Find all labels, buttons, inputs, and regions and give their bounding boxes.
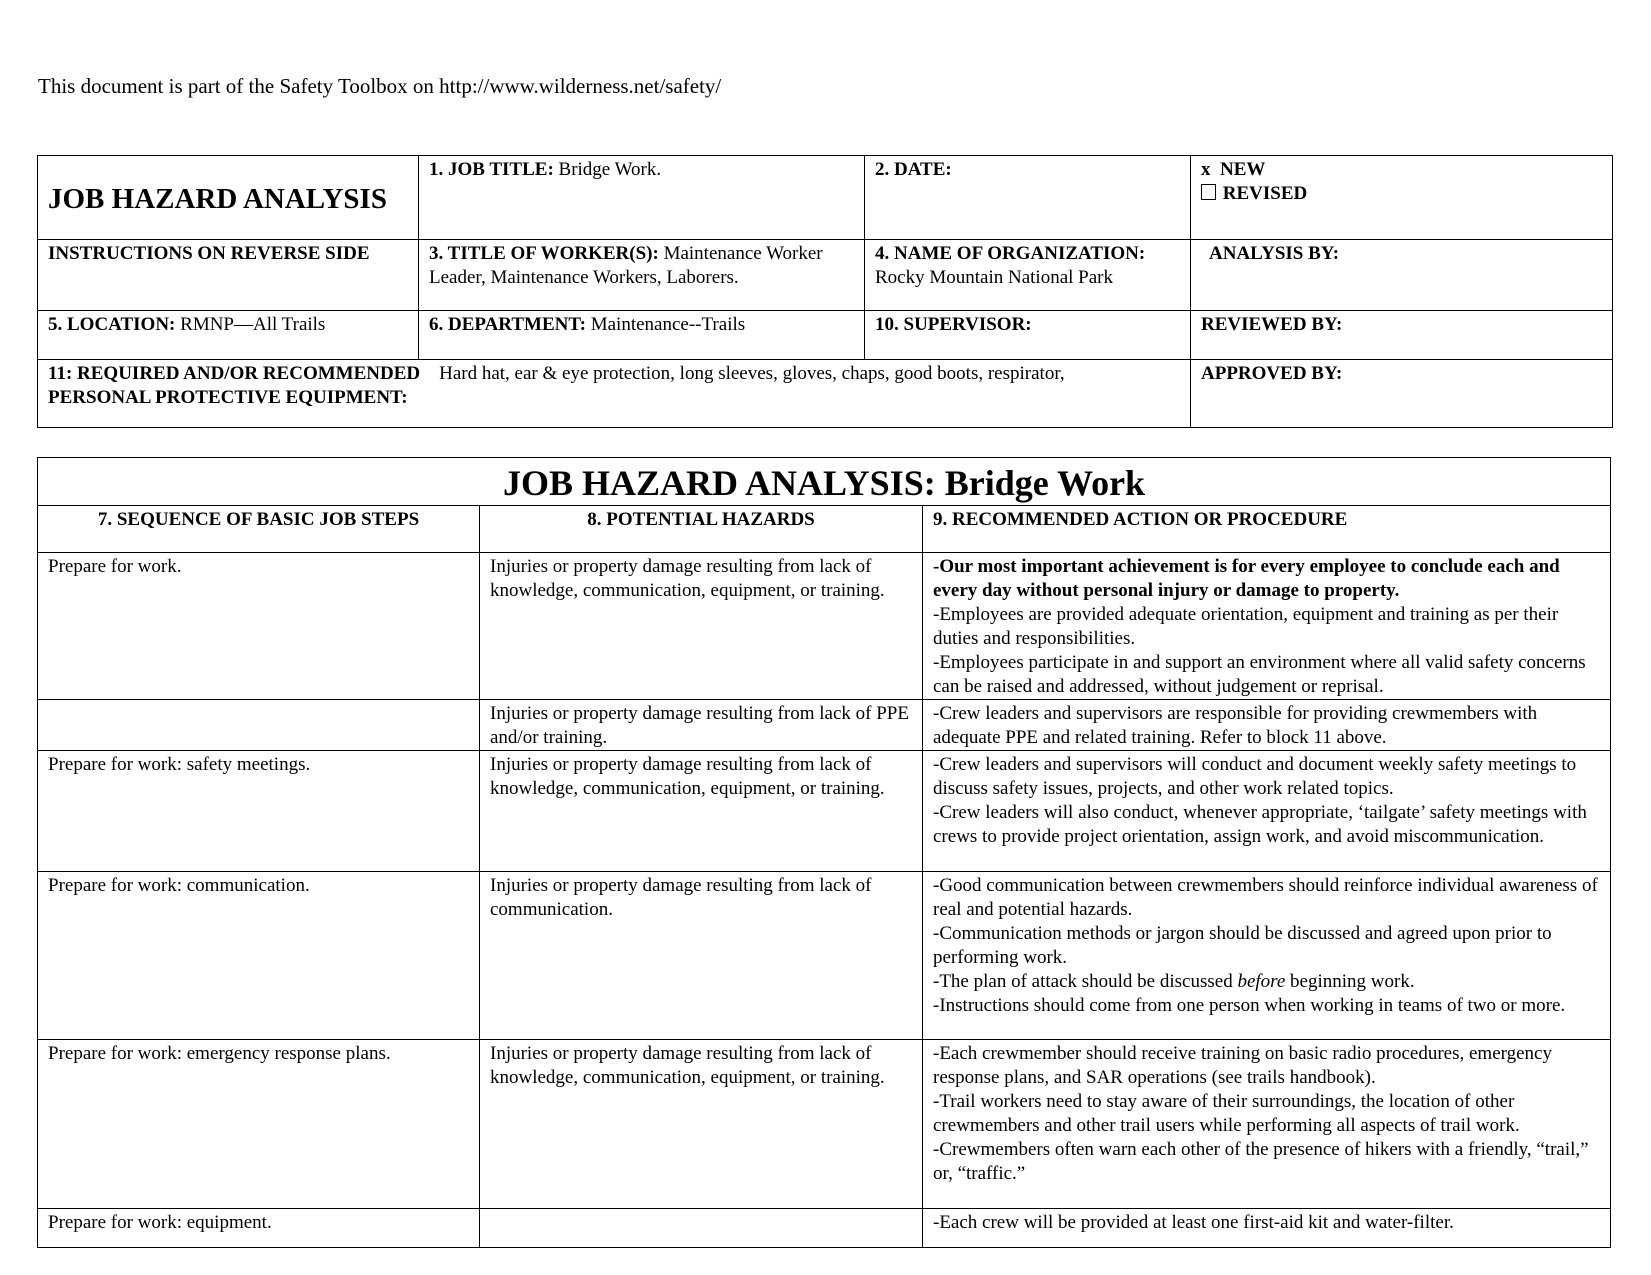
date-cell [865, 156, 1191, 240]
actions [923, 1209, 1611, 1248]
instructions-note: INSTRUCTIONS ON REVERSE SIDE [38, 240, 419, 311]
action-emphasis: -Our most important achievement is for every employee to conclude each and every day without personal injury or damage to property. [933, 556, 1560, 601]
new-status [1201, 158, 1602, 182]
ppe-label-line-1: 11: REQUIRED AND/OR RECOMMENDED [48, 363, 421, 384]
table-title: JOB HAZARD ANALYSIS: Bridge Work [38, 458, 1611, 506]
hazard: Injuries or property damage resulting from lack of knowledge, communication, equipment, or training. [480, 1040, 923, 1209]
column-header-hazards: 8. POTENTIAL HAZARDS [480, 506, 923, 553]
job-step [38, 700, 480, 751]
job-title-value: Bridge Work. [553, 159, 662, 180]
hazard: Injuries or property damage resulting from lack of knowledge, communication, equipment, or training. [480, 553, 923, 700]
department-cell [419, 311, 865, 360]
action-item [933, 970, 1600, 994]
action-item: -Communication methods or jargon should be discussed and agreed upon prior to performing work. [933, 923, 1552, 968]
supervisor-label: 10. SUPERVISOR: [865, 311, 1191, 360]
new-mark: x [1201, 159, 1211, 180]
action-item: -Trail workers need to stay aware of their surroundings, the location of other crewmembers and other trail users while performing all aspects of trail work. [933, 1091, 1520, 1136]
action-item: -Good communication between crewmembers should reinforce individual awareness of real and potential hazards. [933, 875, 1598, 920]
ppe-label-line-2: PERSONAL PROTECTIVE EQUIPMENT: [48, 387, 408, 408]
actions [923, 872, 1611, 1040]
department-value: Maintenance--Trails [585, 314, 746, 335]
form-heading: JOB HAZARD ANALYSIS [38, 156, 419, 240]
reviewed-by-label: REVIEWED BY: [1191, 311, 1613, 360]
hazard: Injuries or property damage resulting from lack of communication. [480, 872, 923, 1040]
job-step: Prepare for work: equipment. [38, 1209, 480, 1248]
action-item: -Employees participate in and support an environment where all valid safety concerns can be raised and addressed, without judgement or reprisal. [933, 652, 1586, 697]
action-item: -Each crew will be provided at least one first-aid kit and water-filter. [933, 1212, 1454, 1233]
ppe-value: Hard hat, ear & eye protection, long sleeves, gloves, chaps, good boots, respirator, [439, 363, 1065, 384]
revised-checkbox-icon [1201, 184, 1216, 200]
hazard: Injuries or property damage resulting from lack of knowledge, communication, equipment, or training. [480, 751, 923, 872]
action-item: -Crew leaders and supervisors will conduct and document weekly safety meetings to discuss safety issues, projects, and other work related topics. [933, 754, 1577, 799]
table-row [38, 553, 1611, 700]
worker-title-value: Maintenance Worker Leader, Maintenance Workers, Laborers. [429, 243, 823, 288]
column-header-steps: 7. SEQUENCE OF BASIC JOB STEPS [38, 506, 480, 553]
date-label: 2. DATE: [875, 159, 952, 180]
revised-status [1201, 182, 1602, 206]
hazard [480, 1209, 923, 1248]
column-header-actions: 9. RECOMMENDED ACTION OR PROCEDURE [923, 506, 1611, 553]
actions [923, 1040, 1611, 1209]
worker-title-label: 3. TITLE OF WORKER(S): [429, 243, 659, 264]
header-note: This document is part of the Safety Toolbox on http://www.wilderness.net/safety/ [38, 74, 722, 98]
department-label: 6. DEPARTMENT: [429, 314, 586, 335]
ppe-cell [38, 360, 1191, 428]
table-row [38, 872, 1611, 1040]
organization-label: 4. NAME OF ORGANIZATION: [875, 243, 1146, 264]
form-header-table [37, 155, 1613, 428]
plan-text-end: beginning work. [1285, 971, 1415, 992]
actions [923, 751, 1611, 872]
job-step: Prepare for work. [38, 553, 480, 700]
action-item: -Crewmembers often warn each other of the presence of hikers with a friendly, “trail,” or, “traffic.” [933, 1139, 1589, 1184]
job-step: Prepare for work: emergency response plans. [38, 1040, 480, 1209]
action-item: -Employees are provided adequate orientation, equipment and training as per their duties and responsibilities. [933, 604, 1559, 649]
worker-title-cell [419, 240, 865, 311]
actions [923, 700, 1611, 751]
organization-cell [865, 240, 1191, 311]
table-row [38, 700, 1611, 751]
job-step: Prepare for work: safety meetings. [38, 751, 480, 872]
action-item: -Instructions should come from one person when working in teams of two or more. [933, 995, 1566, 1016]
job-step: Prepare for work: communication. [38, 872, 480, 1040]
organization-value: Rocky Mountain National Park [875, 267, 1113, 288]
job-title-label: 1. JOB TITLE: [429, 159, 554, 180]
analysis-by-label: ANALYSIS BY: [1191, 240, 1613, 311]
action-item: -Crew leaders and supervisors are responsible for providing crewmembers with adequate PPE and related training. Refer to block 11 above. [933, 703, 1538, 748]
location-cell [38, 311, 419, 360]
table-row [38, 1209, 1611, 1248]
plan-text-emphasis: before [1237, 971, 1286, 992]
action-item: -Each crewmember should receive training on basic radio procedures, emergency response plans, and SAR operations (see trails handbook). [933, 1043, 1552, 1088]
approved-by-label: APPROVED BY: [1191, 360, 1613, 428]
hazard-analysis-table [37, 457, 1611, 1248]
job-title-cell [419, 156, 865, 240]
revised-label: REVISED [1222, 183, 1308, 204]
table-row [38, 751, 1611, 872]
table-row [38, 1040, 1611, 1209]
new-label: NEW [1220, 159, 1266, 180]
hazard: Injuries or property damage resulting from lack of PPE and/or training. [480, 700, 923, 751]
status-cell [1191, 156, 1613, 240]
location-label: 5. LOCATION: [48, 314, 176, 335]
actions [923, 553, 1611, 700]
plan-text-start: -The plan of attack should be discussed [933, 971, 1238, 992]
action-item: -Crew leaders will also conduct, whenever appropriate, ‘tailgate’ safety meetings with crews to provide project orientation, assign work, and avoid miscommunication. [933, 802, 1587, 847]
location-value: RMNP—All Trails [175, 314, 326, 335]
